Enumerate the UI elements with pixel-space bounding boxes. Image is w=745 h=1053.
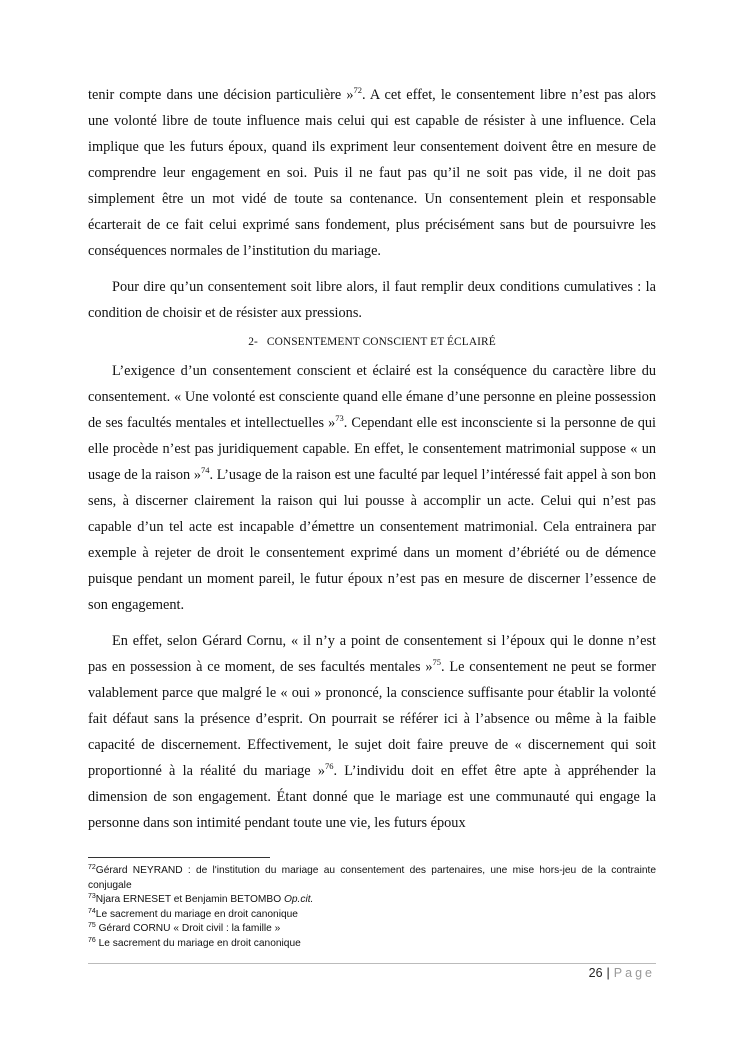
page-body (88, 82, 656, 836)
paragraph-text: . Le consentement ne peut se former valablement parce que malgré le « oui » prononcé, la conscience suffisante pour établir la volonté fait défaut sans la présence d’esprit. On pourrait se référer ici à l’absence ou même à la faible capacité de discernement. Effectivement, le sujet doit faire preuve de « discernement qui soit proportionné à la réalité du mariage » (88, 659, 657, 779)
footnote-ref-76[interactable]: 76 (324, 761, 334, 771)
paragraph-3 (88, 358, 656, 618)
footnote-ref-73[interactable]: 73 (335, 413, 344, 423)
footnote-number: 75 (88, 922, 96, 930)
section-heading (88, 332, 656, 352)
section-title: CONSENTEMENT CONSCIENT ET ÉCLAIRÉ (266, 336, 496, 348)
footnote-divider (88, 857, 270, 858)
footnote-number: 72 (88, 864, 96, 871)
footnotes (88, 864, 656, 952)
footnote-72 (88, 864, 656, 893)
page-label: Page (613, 966, 655, 980)
paragraph-4 (88, 628, 656, 836)
footnote-76 (88, 937, 656, 952)
paragraph-text: . L’usage de la raison est une faculté par lequel l’intéressé fait appel à son bon sens, à discerner clairement la raison qui lui pousse à accomplir un acte. Celui qui n’est pas capable d’un tel acte est incapable d’émettre un consentement matrimonial. Cela entrainera par exemple à rejeter de droit le consentement exprimé dans un moment d’ébriété ou de démence puisque pendant un moment pareil, le futur époux n’est pas en mesure de discerner l’essence de son engagement. (88, 467, 656, 613)
paragraph-text: . L’individu doit en effet être apte à appréhender la dimension de son engagement. Étant donné que le mariage est une communauté qui engage la personne dans son intimité pendant toute une vie, les futurs époux (88, 763, 656, 831)
footnote-italic-text: Op.cit. (283, 894, 314, 906)
footnote-number: 76 (88, 936, 96, 944)
footnote-73 (88, 893, 656, 908)
footnote-number: 73 (88, 893, 96, 901)
paragraph-text: tenir compte dans une décision particulière » (88, 87, 354, 103)
footer-separator: | (606, 966, 610, 980)
page-number: 26 (588, 966, 603, 980)
footnote-number: 74 (88, 907, 96, 915)
footer-divider (88, 963, 656, 964)
footnote-text: Le sacrement du mariage en droit canonique (95, 937, 301, 949)
section-number: 2- (248, 336, 258, 348)
paragraph-text: . Cependant elle est inconsciente si la personne de qui elle procède n’est pas juridiquement capable. En effet, le consentement matrimonial suppose « un usage de la raison » (88, 415, 656, 483)
page-footer (589, 966, 655, 980)
footnote-ref-75[interactable]: 75 (432, 657, 442, 667)
paragraph-text: . A cet effet, le consentement libre n’est pas alors une volonté libre de toute influence mais celui qui est capable de résister à une influence. Cela implique que les futurs époux, quand ils expriment leur consentement doivent être en mesure de comprendre leur engagement en soi. Puis il ne faut pas qu’il ne soit pas vide, il ne doit pas simplement être un mot vidé de toute sa contenance. Un consentement plein et responsable écarterait de ce fait celui exprimé sans fondement, plus précisément sans but de poursuivre les conséquences normales de l’institution du mariage. (88, 87, 656, 259)
paragraph-1 (88, 82, 656, 264)
footnote-ref-72[interactable]: 72 (353, 85, 363, 95)
footnote-text: Gérard NEYRAND : de l'institution du mariage au consentement des partenaires, une mise hors-jeu de la contrainte conjugale (88, 865, 656, 891)
footnote-text: Gérard CORNU « Droit civil : la famille » (95, 923, 281, 935)
paragraph-text: L’exigence d’un consentement conscient et éclairé est la conséquence du caractère libre du consentement. « Une volonté est consciente quand elle émane d’une personne en pleine possession de ses facultés mentales et intellectuelles » (88, 363, 656, 431)
paragraph-2: Pour dire qu’un consentement soit libre alors, il faut remplir deux conditions cumulatives : la condition de choisir et de résister aux pressions. (88, 279, 656, 321)
footnote-text: Njara ERNESET et Benjamin BETOMBO (95, 894, 284, 906)
footnote-ref-74[interactable]: 74 (200, 465, 210, 475)
footnote-text: Le sacrement du mariage en droit canonique (95, 908, 298, 920)
footnote-74 (88, 908, 656, 923)
footnote-75 (88, 922, 656, 937)
paragraph-text: En effet, selon Gérard Cornu, « il n’y a point de consentement si l’époux qui le donne n’est pas en possession à ce moment, de ses facultés mentales » (88, 633, 656, 675)
